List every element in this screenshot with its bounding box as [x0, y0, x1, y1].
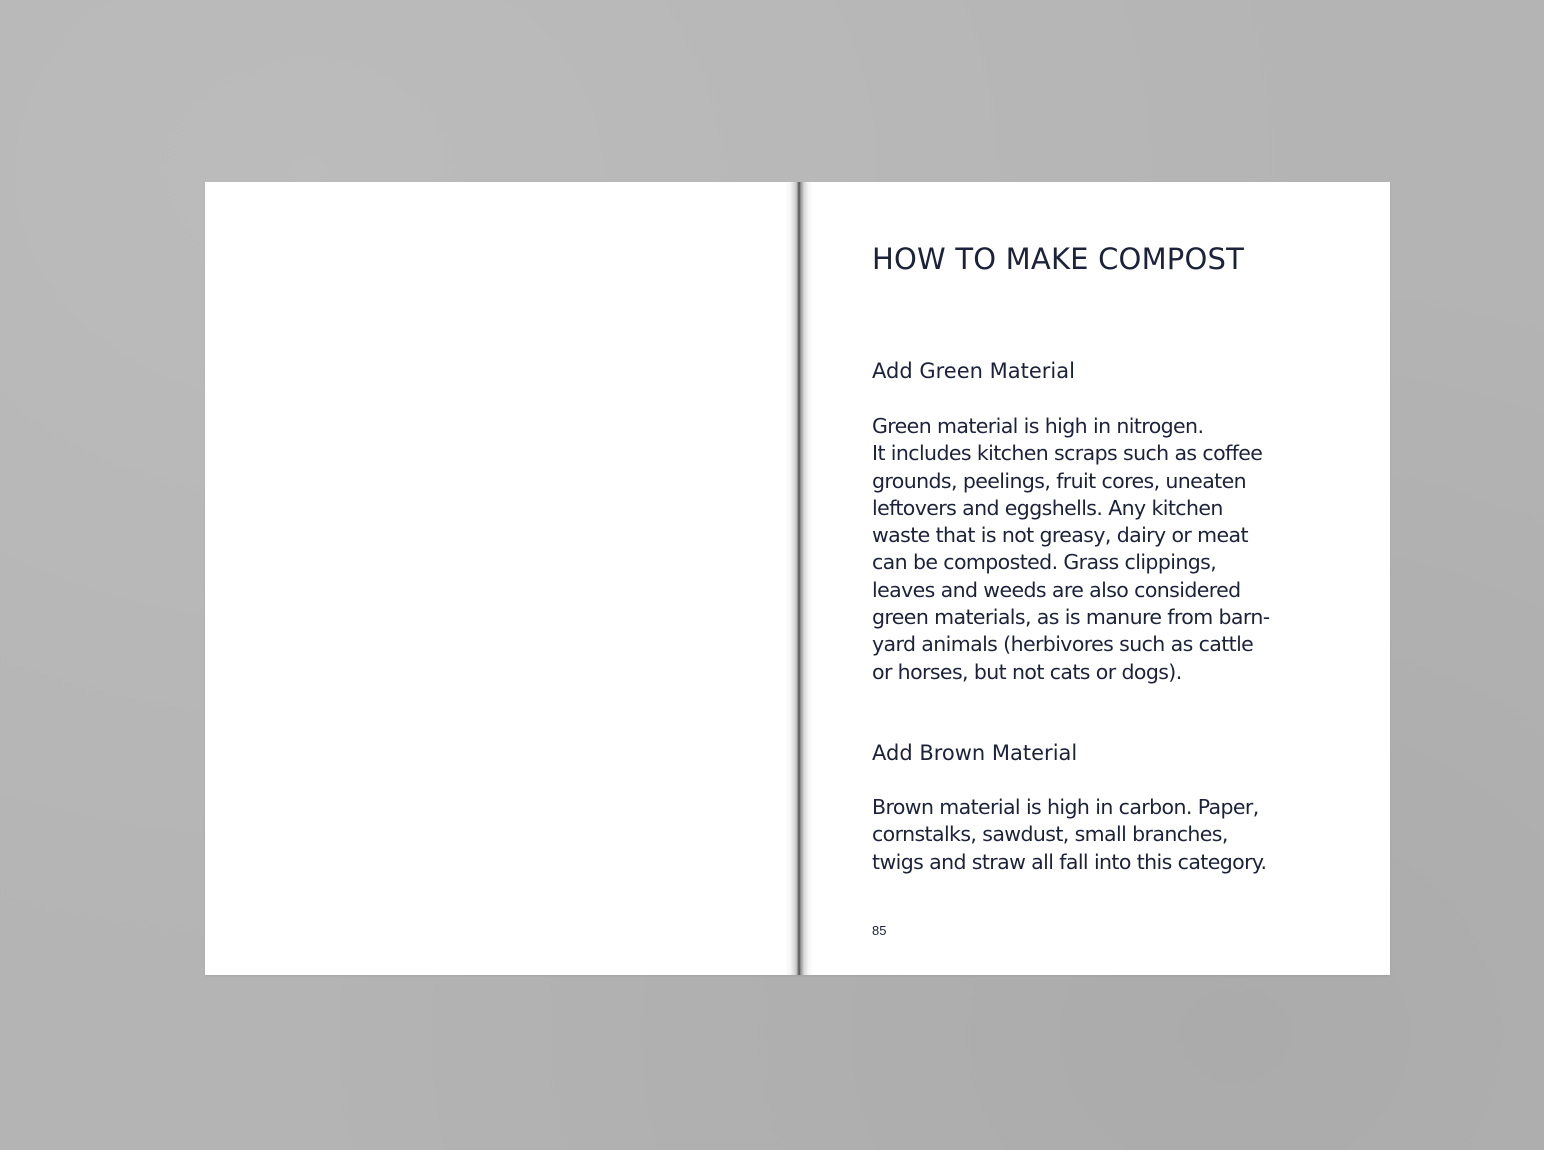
book-gutter-shadow [785, 182, 813, 975]
section-heading-brown: Add Brown Material [872, 741, 1078, 765]
left-page-blank [205, 182, 798, 975]
section-heading-green: Add Green Material [872, 359, 1075, 383]
book-spread [205, 182, 1390, 975]
right-page [798, 182, 1390, 975]
section-body-brown: Brown material is high in carbon. Paper, cornstalks, sawdust, small branches, twigs and straw all fall into this category. [872, 795, 1267, 874]
page-number: 85 [872, 923, 887, 938]
section-body-green: Green material is high in nitrogen. It includes kitchen scraps such as coffee grounds, peelings, fruit cores, uneaten leftovers and eggshells. Any kitchen waste that is not greasy, dairy or meat can be composted. Grass clippings, leaves and weeds are also considered green materials, as is manure from barn- yard animals (herbivores such as cattle or horses, but not cats or dogs). [872, 414, 1270, 684]
chapter-title: HOW TO MAKE COMPOST [872, 242, 1245, 276]
